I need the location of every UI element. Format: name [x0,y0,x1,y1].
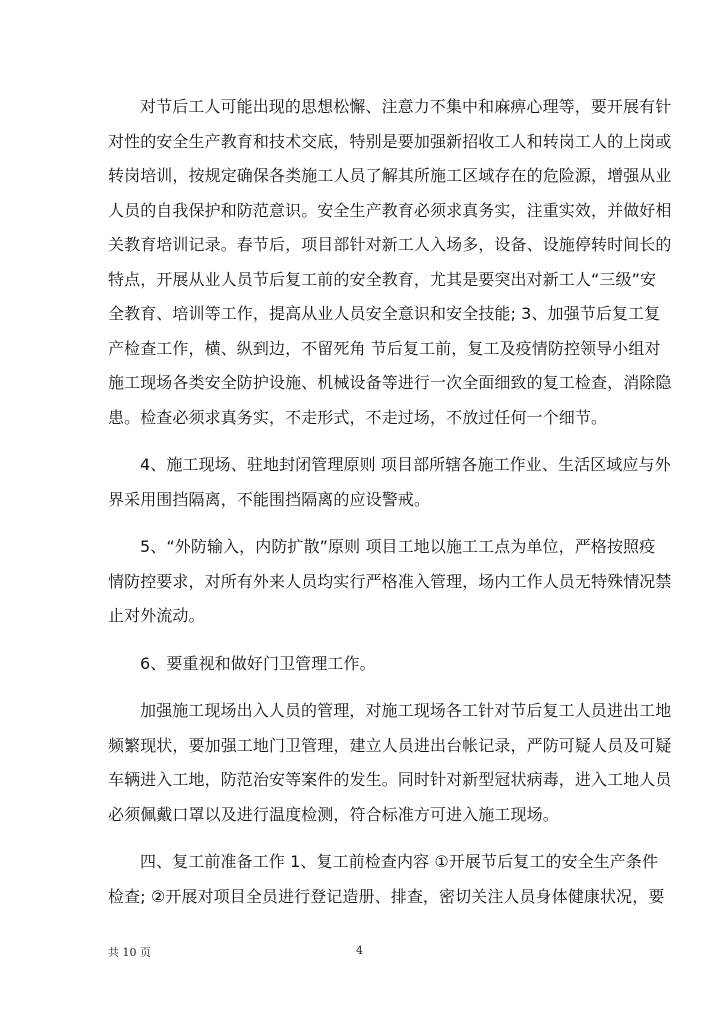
text-line: 界采用围挡隔离，不能围挡隔离的应设警戒。 [108,489,431,509]
footer-total-pages: 共 10 页 [108,946,151,959]
paragraph-preparation [108,845,665,914]
text-line: 6、要重视和做好门卫管理工作。 [140,653,376,673]
text-line: 频繁现状，要加强工地门卫管理，建立人员进出台帐记录，严防可疑人员及可疑 [108,735,672,755]
text-line: 患。检查必须求真务实，不走形式，不走过场，不放过任何一个细节。 [108,407,608,427]
paragraph-closed-management [108,448,671,517]
text-line: 检查; ②开展对项目全员进行登记造册、排查，密切关注人员身体健康状况，要 [108,886,665,906]
text-line: 施工现场各类安全防护设施、机械设备等进行一次全面细致的复工检查，消除隐 [108,373,672,392]
paragraph-prevention-principle [108,530,672,634]
text-line: 止对外流动。 [108,606,205,625]
text-line: 全教育、培训等工作，提高从业人员安全意识和安全技能; 3、加强节后复工复 [108,304,661,323]
text-line: 产检查工作，横、纵到边，不留死角 节后复工前，复工及疫情防控领导小组对 [108,338,661,358]
text-line: 5、“外防输入，内防扩散”原则 项目工地以施工工点为单位，严格按照疫 [140,537,656,556]
text-line: 转岗培训，按规定确保各类施工人员了解其所施工区域存在的危险源，增强从业 [108,166,672,185]
text-line: 对节后工人可能出现的思想松懈、注意力不集中和麻痹心理等，要开展有针 [140,97,672,116]
text-line: 特点，开展从业人员节后复工前的安全教育，尤其是要突出对新工人“三级”安 [108,269,657,289]
text-line: 必须佩戴口罩以及进行温度检测，符合标准方可进入施工现场。 [108,804,559,824]
text-line: 人员的自我保护和防范意识。安全生产教育必须求真务实，注重实效，并做好相 [108,200,672,220]
text-line: 四、复工前准备工作 1、复工前检查内容 ①开展节后复工的安全生产条件 [140,852,659,871]
text-line: 关教育培训记录。春节后，项目部针对新工人入场多，设备、设施停转时间长的 [108,235,672,254]
paragraph-access-control [108,694,672,832]
paragraph-safety-education [108,90,672,435]
text-line: 加强施工现场出入人员的管理，对施工现场各工针对节后复工人员进出工地 [140,701,672,720]
text-line: 对性的安全生产教育和技术交底，特别是要加强新招收工人和转岗工人的上岗或 [108,131,672,151]
text-line: 情防控要求，对所有外来人员均实行严格准入管理，场内工作人员无特殊情况禁 [108,571,672,591]
document-body [108,90,672,927]
paragraph-gatekeeper [108,647,618,682]
text-line: 车辆进入工地，防范治安等案件的发生。同时针对新型冠状病毒，进入工地人员 [108,770,672,789]
text-line: 4、施工现场、驻地封闭管理原则 项目部所辖各施工作业、生活区域应与外 [140,455,671,474]
footer-page-number: 4 [356,944,363,957]
